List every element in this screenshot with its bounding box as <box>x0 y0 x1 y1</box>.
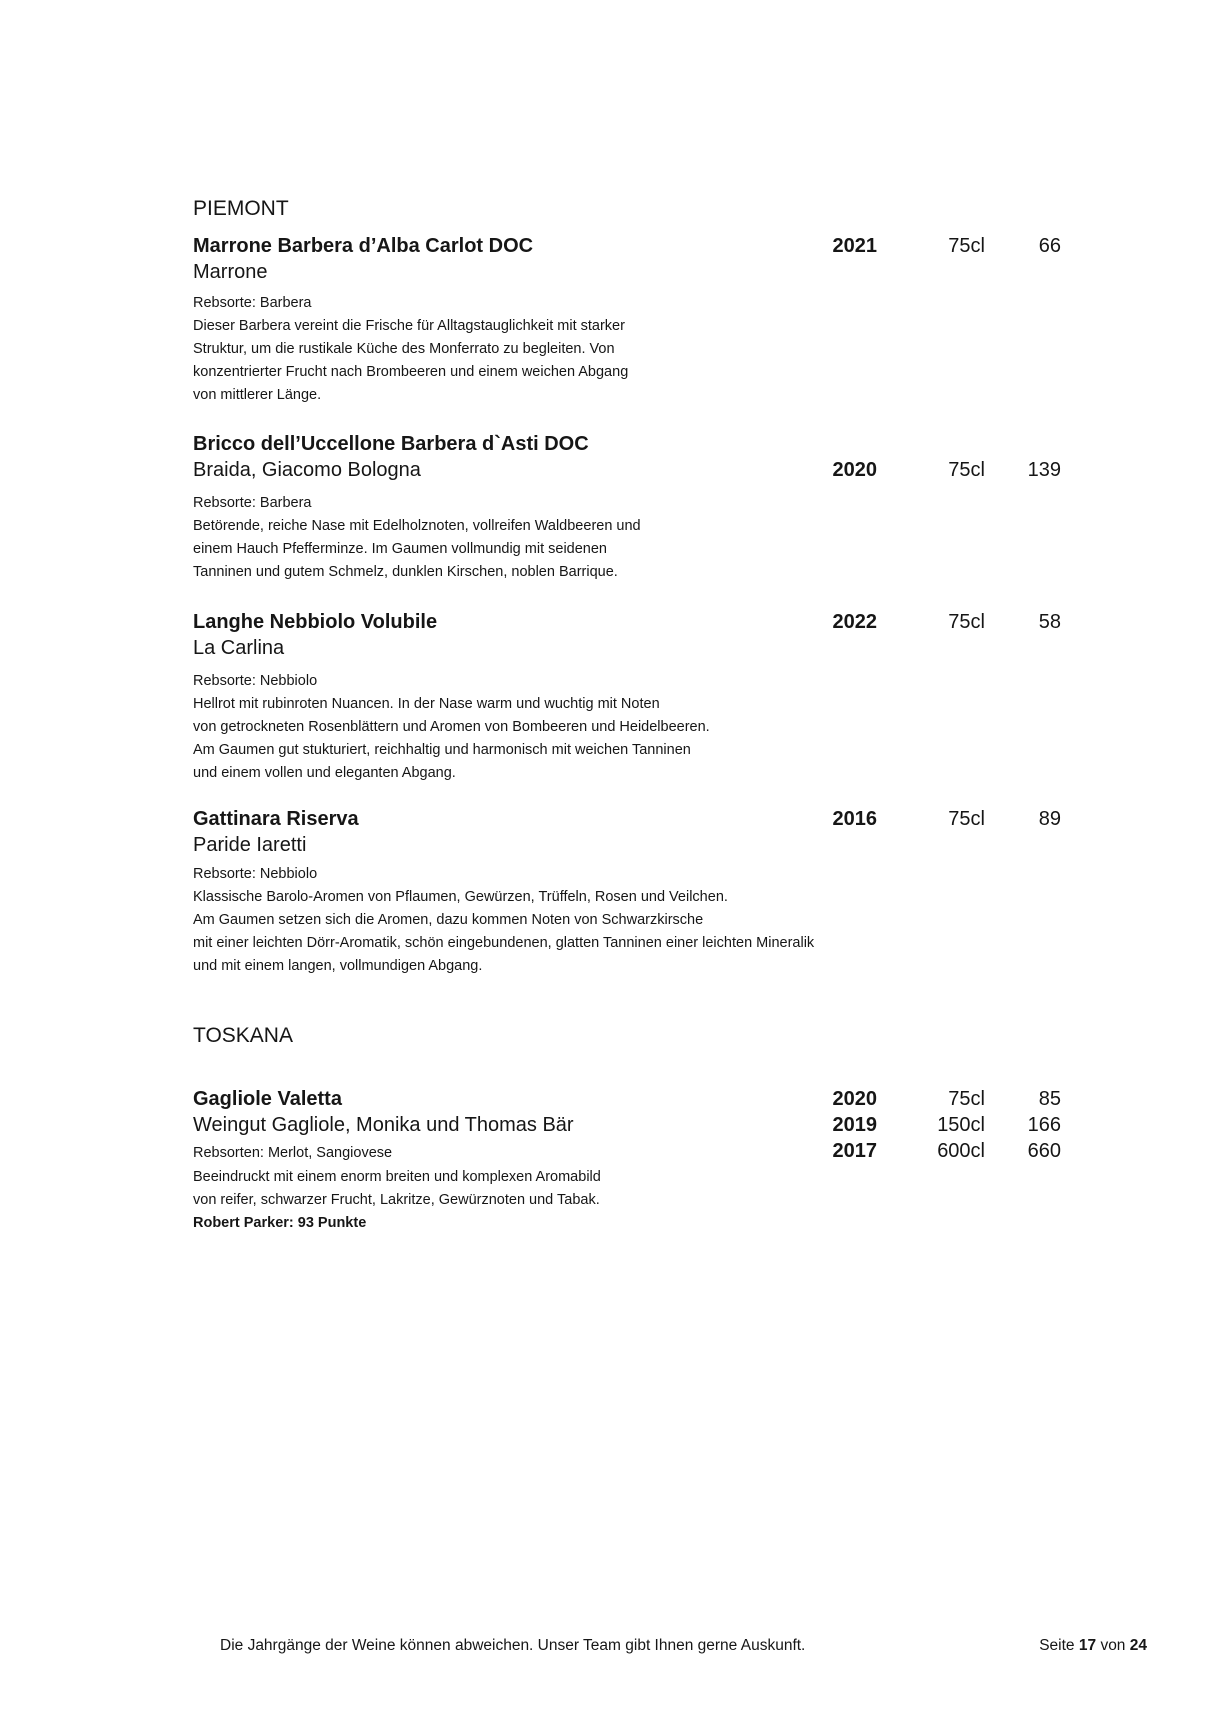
wine-producer-row <box>193 259 1061 285</box>
wine-name: Marrone Barbera d’Alba Carlot DOC <box>193 235 534 257</box>
grape-variety: Rebsorten: Merlot, Sangiovese <box>193 1145 393 1161</box>
wine-description-line: Dieser Barbera vereint die Frische für Alltagstauglichkeit mit starker <box>193 318 625 334</box>
wine-description-line: Am Gaumen gut stukturiert, reichhaltig und harmonisch mit weichen Tanninen <box>193 742 691 758</box>
wine-description-line: von reifer, schwarzer Frucht, Lakritze, Gewürznoten und Tabak. <box>193 1192 600 1208</box>
price: 58 <box>1038 611 1061 633</box>
wine-entry <box>193 431 1061 584</box>
wine-description-line: Beeindruckt mit einem enorm breiten und komplexen Aromabild <box>193 1169 601 1185</box>
price: 660 <box>1027 1140 1061 1162</box>
page-number <box>1039 1634 1147 1657</box>
wine-description-line: einem Hauch Pfefferminze. Im Gaumen vollmundig mit seidenen <box>193 541 607 557</box>
award-note: Robert Parker: 93 Punkte <box>193 1215 367 1231</box>
wine-name: Gagliole Valetta <box>193 1088 342 1110</box>
wine-description-line: von getrockneten Rosenblättern und Aromen von Bombeeren und Heidelbeeren. <box>193 719 710 735</box>
vintage-year: 2019 <box>832 1114 877 1136</box>
vintage-year: 2020 <box>832 459 877 481</box>
bottle-size: 600cl <box>937 1140 985 1162</box>
wine-description-line: und einem vollen und eleganten Abgang. <box>193 765 456 781</box>
grape-variety: Rebsorte: Barbera <box>193 295 312 311</box>
vintage-year: 2020 <box>832 1088 877 1110</box>
wine-title-row <box>193 609 1061 635</box>
wine-title-row <box>193 1086 1061 1112</box>
bottle-size: 75cl <box>948 1088 985 1110</box>
page-number-conjunction: von <box>1100 1637 1126 1654</box>
wine-description-line: Am Gaumen setzen sich die Aromen, dazu kommen Noten von Schwarzkirsche <box>193 912 704 928</box>
bottle-size: 150cl <box>937 1114 985 1136</box>
wine-entry <box>193 1086 1061 1235</box>
wine-title-row <box>193 806 1061 832</box>
wine-name: Gattinara Riserva <box>193 808 359 830</box>
section-title-toskana: TOSKANA <box>193 1024 293 1047</box>
vintage-year: 2022 <box>832 611 877 633</box>
price: 66 <box>1038 235 1061 257</box>
vintage-year: 2017 <box>832 1140 877 1162</box>
bottle-size: 75cl <box>948 611 985 633</box>
bottle-size: 75cl <box>948 459 985 481</box>
page-number-prefix: Seite <box>1039 1637 1075 1654</box>
price: 139 <box>1027 459 1061 481</box>
wine-entry <box>193 609 1061 785</box>
wine-title-row <box>193 431 1061 457</box>
bottle-size: 75cl <box>948 808 985 830</box>
page-number-current: 17 <box>1078 1637 1097 1654</box>
vintage-year: 2016 <box>832 808 877 830</box>
wine-description-line: Tanninen und gutem Schmelz, dunklen Kirschen, noblen Barrique. <box>193 564 618 580</box>
wine-entry <box>193 233 1061 407</box>
page-content <box>193 195 1061 1235</box>
bottle-size: 75cl <box>948 235 985 257</box>
wine-description-line: konzentrierter Frucht nach Brombeeren und einem weichen Abgang <box>193 364 629 380</box>
page-number-total: 24 <box>1129 1637 1147 1654</box>
wine-producer-row <box>193 1112 1061 1138</box>
wine-description-line: Hellrot mit rubinroten Nuancen. In der Nase warm und wuchtig mit Noten <box>193 696 660 712</box>
grape-variety: Rebsorte: Nebbiolo <box>193 866 318 882</box>
wine-grape-row <box>193 1138 1061 1166</box>
grape-variety: Rebsorte: Nebbiolo <box>193 673 318 689</box>
wine-description-line: Betörende, reiche Nase mit Edelholznoten, vollreifen Waldbeeren und <box>193 518 641 534</box>
wine-description-line: und mit einem langen, vollmundigen Abgang. <box>193 958 483 974</box>
wine-description-line: mit einer leichten Dörr-Aromatik, schön eingebundenen, glatten Tanninen einer leichten Mineralik <box>193 935 815 951</box>
price: 166 <box>1027 1114 1061 1136</box>
wine-description-line: von mittlerer Länge. <box>193 387 322 403</box>
wine-producer: Paride Iaretti <box>193 834 307 856</box>
wine-producer: Weingut Gagliole, Monika und Thomas Bär <box>193 1114 574 1136</box>
footer-note: Die Jahrgänge der Weine können abweichen. Unser Team gibt Ihnen gerne Auskunft. <box>220 1637 806 1654</box>
wine-producer: Marrone <box>193 261 268 283</box>
wine-producer: La Carlina <box>193 637 285 659</box>
price: 85 <box>1038 1088 1061 1110</box>
wine-producer-row <box>193 832 1061 858</box>
wine-entry <box>193 806 1061 978</box>
grape-variety: Rebsorte: Barbera <box>193 495 312 511</box>
wine-producer-row <box>193 457 1061 483</box>
wine-name: Bricco dell’Uccellone Barbera d`Asti DOC <box>193 433 589 455</box>
wine-producer-row <box>193 635 1061 661</box>
vintage-year: 2021 <box>832 235 877 257</box>
section-title-piemont: PIEMONT <box>193 197 289 220</box>
wine-description-line: Struktur, um die rustikale Küche des Monferrato zu begleiten. Von <box>193 341 615 357</box>
wine-description-line: Klassische Barolo-Aromen von Pflaumen, Gewürzen, Trüffeln, Rosen und Veilchen. <box>193 889 728 905</box>
wine-producer: Braida, Giacomo Bologna <box>193 459 421 481</box>
price: 89 <box>1038 808 1061 830</box>
wine-name: Langhe Nebbiolo Volubile <box>193 611 438 633</box>
wine-title-row <box>193 233 1061 259</box>
